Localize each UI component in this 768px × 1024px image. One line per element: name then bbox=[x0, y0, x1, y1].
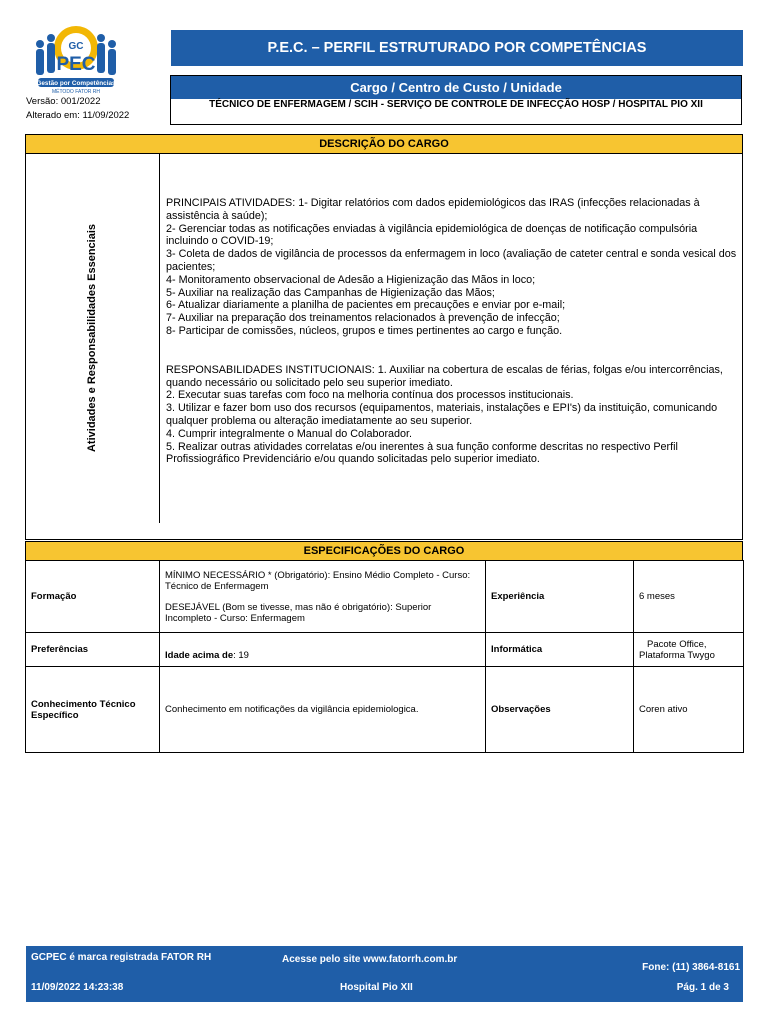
document-title: P.E.C. – PERFIL ESTRUTURADO POR COMPETÊNCIAS bbox=[171, 30, 743, 66]
activity-item: 5- Auxiliar na realização das Campanhas de Higienização das Mãos; bbox=[166, 286, 495, 299]
footer-bar bbox=[26, 946, 743, 1002]
footer-page: Pág. 1 de 3 bbox=[676, 982, 729, 993]
footer-datetime: 11/09/2022 14:23:38 bbox=[31, 982, 124, 993]
informatica-label: Informática bbox=[486, 633, 634, 667]
conhecimento-value: Conhecimento em notificações da vigilância epidemiologica. bbox=[160, 667, 486, 753]
logo-method: MÉTODO FATOR RH bbox=[51, 89, 101, 94]
specifications-heading: ESPECIFICAÇÕES DO CARGO bbox=[25, 541, 743, 561]
logo-gc-text: GC bbox=[68, 41, 84, 52]
activity-item: PRINCIPAIS ATIVIDADES: 1- Digitar relatórios com dados epidemiológicos das IRAS (infecções relacionadas à assistência à saúde); bbox=[166, 197, 700, 222]
formacao-value bbox=[160, 561, 486, 633]
informatica-line2: Plataforma Twygo bbox=[639, 649, 715, 661]
description-divider bbox=[159, 153, 160, 523]
formacao-label: Formação bbox=[26, 561, 160, 633]
informatica-line1: Pacote Office, bbox=[647, 638, 707, 650]
conhecimento-label: Conhecimento Técnico Específico bbox=[26, 667, 160, 753]
logo-pec-text: PEC bbox=[56, 54, 96, 75]
footer-site: Acesse pelo site www.fatorrh.com.br bbox=[282, 954, 458, 965]
cargo-value: TÉCNICO DE ENFERMAGEM / SCIH - SERVIÇO DE CONTROLE DE INFECÇÃO HOSP / HOSPITAL PIO XII bbox=[209, 99, 703, 110]
activity-item: 4- Monitoramento observacional de Adesão a Higienização das Mãos in loco; bbox=[166, 273, 536, 286]
side-label: Atividades e Responsabilidades Essenciais bbox=[86, 223, 99, 453]
footer-brand: GCPEC é marca registrada FATOR RH bbox=[31, 952, 212, 963]
activity-item: 8- Participar de comissões, núcleos, grupos e times pertinentes ao cargo e função. bbox=[166, 324, 563, 337]
altered-date-text: Alterado em: 11/09/2022 bbox=[26, 110, 130, 121]
table-row bbox=[26, 667, 744, 753]
responsibility-item: 5. Realizar outras atividades correlatas e/ou inerentes à sua função conforme descritas no respectivo Perfil Profissiográfico Previdenciário e/ou quando solicitadas pelo superior imediato. bbox=[166, 440, 678, 466]
specifications-table bbox=[25, 560, 744, 753]
footer-phone: Fone: (11) 3864-8161 bbox=[642, 962, 740, 973]
informatica-value bbox=[634, 633, 744, 667]
side-label-container bbox=[25, 153, 159, 523]
table-row bbox=[26, 561, 744, 633]
experiencia-label: Experiência bbox=[486, 561, 634, 633]
formacao-desejavel: DESEJÁVEL (Bom se tivesse, mas não é obrigatório): Superior Incompleto - Curso: Enfermagem bbox=[165, 601, 432, 624]
cargo-box bbox=[170, 75, 742, 125]
description-heading: DESCRIÇÃO DO CARGO bbox=[26, 135, 742, 154]
activity-item: 7- Auxiliar na preparação dos treinamentos relacionados à prevenção de infecção; bbox=[166, 312, 560, 325]
responsibility-item: RESPONSABILIDADES INSTITUCIONAIS: 1. Auxiliar na cobertura de escalas de férias, folgas e/ou intercorrências, quando necessário ou solicitado pelo seu superior imediato. bbox=[166, 363, 723, 389]
gcpec-logo bbox=[26, 22, 126, 94]
logo-tagline: Gestão por Competências bbox=[36, 80, 116, 87]
formacao-min: MÍNIMO NECESSÁRIO * (Obrigatório): Ensino Médio Completo - Curso: Técnico de Enfermagem bbox=[165, 569, 471, 592]
experiencia-value: 6 meses bbox=[634, 561, 744, 633]
observacoes-label: Observações bbox=[486, 667, 634, 753]
cargo-heading: Cargo / Centro de Custo / Unidade bbox=[171, 76, 741, 99]
version-text: Versão: 001/2022 bbox=[26, 96, 101, 107]
description-text bbox=[166, 197, 740, 466]
idade-value: : 19 bbox=[233, 650, 249, 661]
responsibility-item: 3. Utilizar e fazer bom uso dos recursos (equipamentos, materiais, instalações e EPI's) da instituição, comunicando qualquer problema ou alteração imediatamente ao seu superior. bbox=[166, 402, 718, 427]
activity-item: 6- Atualizar diariamente a planilha de pacientes em precauções e enviar por e-mail; bbox=[166, 299, 566, 312]
responsibility-item: 2. Executar suas tarefas com foco na melhoria contínua dos processos institucionais. bbox=[166, 389, 574, 402]
table-row bbox=[26, 633, 744, 667]
observacoes-value: Coren ativo bbox=[634, 667, 744, 753]
preferencias-value bbox=[160, 633, 486, 667]
footer-hospital: Hospital Pio XII bbox=[340, 982, 413, 993]
preferencias-label: Preferências bbox=[26, 633, 160, 667]
activity-item: 3- Coleta de dados de vigilância de processos da enfermagem in loco (avaliação de cateter central e sonda vesical dos pacientes; bbox=[166, 248, 737, 273]
responsibility-item: 4. Cumprir integralmente o Manual do Colaborador. bbox=[166, 427, 413, 440]
idade-label: Idade acima de bbox=[165, 650, 234, 661]
activity-item: 2- Gerenciar todas as notificações enviadas à vigilância epidemiológica de doenças de notificação compulsória incluindo o COVID-19; bbox=[166, 222, 698, 248]
